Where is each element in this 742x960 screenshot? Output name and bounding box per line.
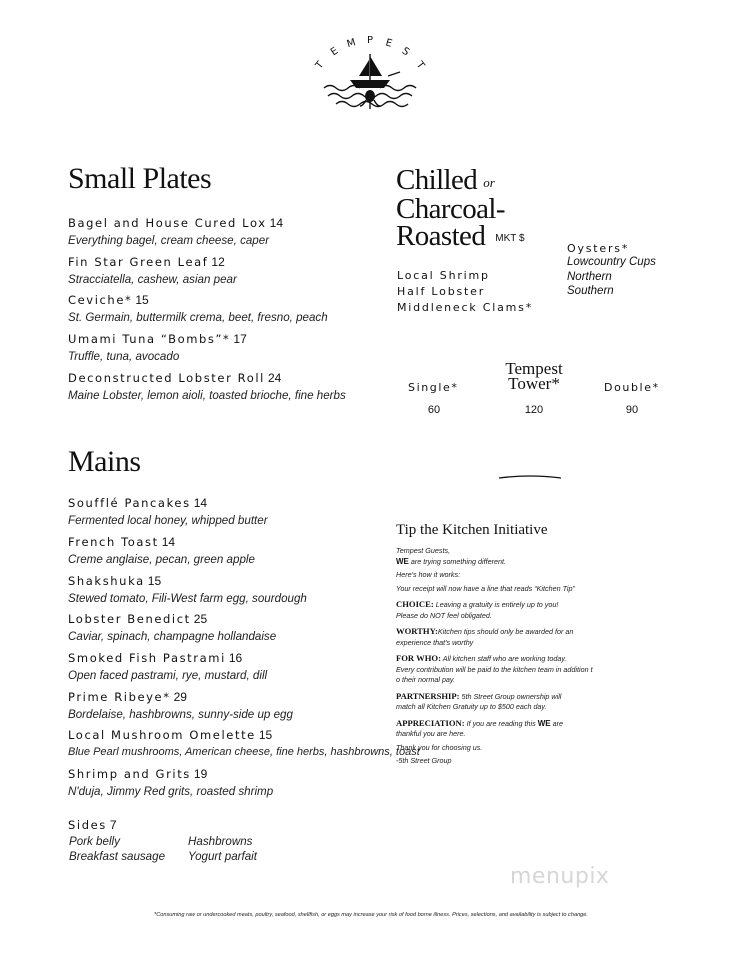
tip-text: o their normal pay.: [396, 675, 455, 684]
item-price: 29: [173, 690, 187, 704]
list-item: Local Shrimp: [397, 269, 490, 282]
single-price: 60: [427, 404, 441, 416]
menu-item: [68, 371, 388, 402]
item-price: 25: [193, 612, 208, 626]
tip-greeting: Tempest Guests,: [396, 546, 451, 555]
or-word: or: [483, 174, 495, 190]
logo-letter: T: [313, 59, 327, 72]
item-price: 15: [258, 728, 273, 742]
logo-letter: T: [413, 59, 427, 72]
tempest-logo: [300, 30, 440, 120]
oyster-item: Lowcountry Cups: [567, 256, 656, 268]
item-name: Prime Ribeye*: [68, 690, 171, 704]
menu-item: [68, 535, 388, 566]
item-description: Caviar, spinach, champagne hollandaise: [68, 630, 277, 643]
choice-label: CHOICE:: [396, 599, 434, 609]
item-description: Blue Pearl mushrooms, American cheese, fine herbs, hashbrowns, toast: [68, 746, 420, 758]
tip-text: are trying something different.: [408, 556, 506, 566]
we-emphasis: WE: [537, 718, 551, 728]
tip-title: Tip the Kitchen Initiative: [396, 522, 548, 538]
item-name: Local Mushroom Omelette: [68, 728, 256, 742]
tip-text: are: [550, 718, 563, 728]
item-description: Fermented local honey, whipped butter: [68, 514, 268, 527]
chilled-word: Chilled: [396, 164, 478, 196]
menu-item: [68, 255, 388, 286]
single-label: Single*: [408, 381, 459, 394]
logo-letter: S: [399, 45, 412, 59]
tip-text: If you are reading this: [464, 718, 538, 728]
menu-item: [68, 574, 388, 605]
roasted-word: Roasted: [396, 219, 486, 252]
tip-text: Please do NOT feel obligated.: [396, 610, 492, 620]
item-name: Umami Tuna “Bombs”*: [68, 332, 231, 346]
tower-title-line1: Tempest: [505, 359, 563, 378]
small-plates-title: Small Plates: [68, 162, 212, 195]
double-price: 90: [625, 404, 639, 416]
tower-title-line2: Tower*: [508, 374, 560, 393]
item-name: French Toast: [68, 535, 159, 549]
item-name: Shrimp and Grits: [68, 767, 191, 781]
tip-text: experience that's worthy: [396, 637, 474, 647]
tip-text: Kitchen tips should only be awarded for an: [437, 627, 574, 636]
tip-text: All kitchen staff who are working today.: [440, 654, 567, 663]
for-who-label: FOR WHO:: [396, 653, 441, 663]
divider: [498, 468, 562, 486]
oysters-block: [567, 242, 656, 299]
ship-logo-icon: [300, 30, 440, 120]
chilled-roasted-title: [396, 164, 596, 252]
item-name: Smoked Fish Pastrami: [68, 651, 226, 665]
sides-title: [68, 818, 117, 832]
list-item: Middleneck Clams*: [397, 301, 534, 314]
item-name: Shakshuka: [68, 574, 145, 588]
item-description: N'duja, Jimmy Red grits, roasted shrimp: [68, 785, 274, 798]
item-price: 12: [211, 255, 225, 269]
menu-item: [68, 332, 388, 363]
tip-text: Here's how it works:: [396, 570, 461, 579]
item-description: Creme anglaise, pecan, green apple: [68, 553, 255, 566]
item-name: Fin Star Green Leaf: [68, 255, 209, 269]
item-description: St. Germain, buttermilk crema, beet, fresno, peach: [68, 311, 328, 324]
tip-text: Your receipt will now have a line that reads “Kitchen Tip”: [396, 583, 575, 593]
item-description: Open faced pastrami, rye, mustard, dill: [68, 669, 268, 682]
tip-text: Leaving a gratuity is entirely up to you!: [433, 600, 559, 609]
tip-text: Thank you for choosing us.: [396, 742, 483, 752]
appreciation-label: APPRECIATION:: [396, 717, 465, 728]
item-price: 14: [269, 216, 284, 230]
tower-title: [494, 361, 574, 391]
worthy-label: WORTHY:: [396, 626, 438, 636]
tip-text: match all Kitchen Gratuity up to $500 each day.: [396, 702, 547, 711]
double-label: Double*: [604, 381, 660, 394]
menu-item: [68, 728, 420, 758]
logo-letter: E: [384, 37, 394, 50]
item-name: Soufflé Pancakes: [68, 496, 191, 510]
sides-col-1: [69, 834, 165, 864]
item-price: 15: [135, 293, 149, 307]
item-price: 24: [267, 371, 282, 385]
sides-price: 7: [109, 818, 117, 832]
item-price: 14: [161, 535, 176, 549]
logo-letter: E: [328, 45, 341, 59]
charcoal-word: Charcoal-: [396, 192, 505, 225]
menu-item: [68, 690, 388, 721]
menu-item: [68, 612, 388, 643]
item-description: Maine Lobster, lemon aioli, toasted brioche, fine herbs: [68, 389, 346, 402]
item-price: 19: [193, 767, 208, 781]
item-name: Ceviche*: [68, 293, 133, 307]
oyster-item: Northern: [567, 270, 612, 283]
item-price: 16: [228, 651, 243, 665]
partnership-label: PARTNERSHIP:: [396, 690, 460, 701]
chilled-list: [397, 268, 533, 316]
item-price: 15: [147, 574, 162, 588]
oyster-item: Southern: [567, 285, 614, 297]
tip-text: Every contribution will be paid to the kitchen team in addition t: [396, 664, 593, 674]
item-description: Stracciatella, cashew, asian pear: [68, 273, 237, 286]
item-description: Bordelaise, hashbrowns, sunny-side up egg: [68, 708, 293, 721]
menu-item: [68, 216, 388, 247]
mains-title: Mains: [68, 445, 141, 478]
tip-text: thankful you are here.: [396, 729, 466, 738]
tip-text: 5th Street Group ownership will: [459, 691, 562, 701]
side-item: Yogurt parfait: [188, 850, 257, 863]
item-name: Deconstructed Lobster Roll: [68, 371, 265, 385]
footer-disclaimer: *Consuming raw or undercooked meats, poultry, seafood, shellfish, or eggs may increase your risk of food borne illness. Prices, selections, and availability is subject to change.: [154, 912, 588, 918]
item-price: 14: [193, 496, 208, 510]
item-name: Bagel and House Cured Lox: [68, 216, 267, 230]
item-price: 17: [233, 332, 247, 346]
market-price: MKT $: [495, 232, 525, 244]
sides-col-2: [188, 834, 257, 864]
menu-item: [68, 651, 388, 682]
item-description: Truffle, tuna, avocado: [68, 350, 180, 363]
side-item: Pork belly: [69, 835, 120, 848]
we-emphasis: WE: [396, 556, 409, 566]
menu-item: [68, 496, 388, 527]
menu-item: [68, 767, 388, 798]
item-name: Lobster Benedict: [68, 612, 191, 626]
side-item: Breakfast sausage: [69, 850, 166, 863]
logo-letter: M: [345, 37, 357, 51]
sides-label: Sides: [68, 818, 107, 832]
list-item: Half Lobster: [397, 285, 486, 298]
logo-letter: P: [366, 35, 374, 46]
tower-price: 120: [524, 404, 544, 416]
oysters-title: Oysters*: [567, 242, 630, 255]
item-description: Everything bagel, cream cheese, caper: [68, 234, 270, 247]
menu-item: [68, 293, 388, 324]
tip-body: [396, 546, 716, 767]
side-item: Hashbrowns: [188, 835, 253, 848]
menupix-watermark: menupix: [510, 864, 610, 889]
item-description: Stewed tomato, Fili-West farm egg, sourdough: [68, 592, 307, 605]
tip-signature: -5th Street Group: [396, 756, 452, 765]
